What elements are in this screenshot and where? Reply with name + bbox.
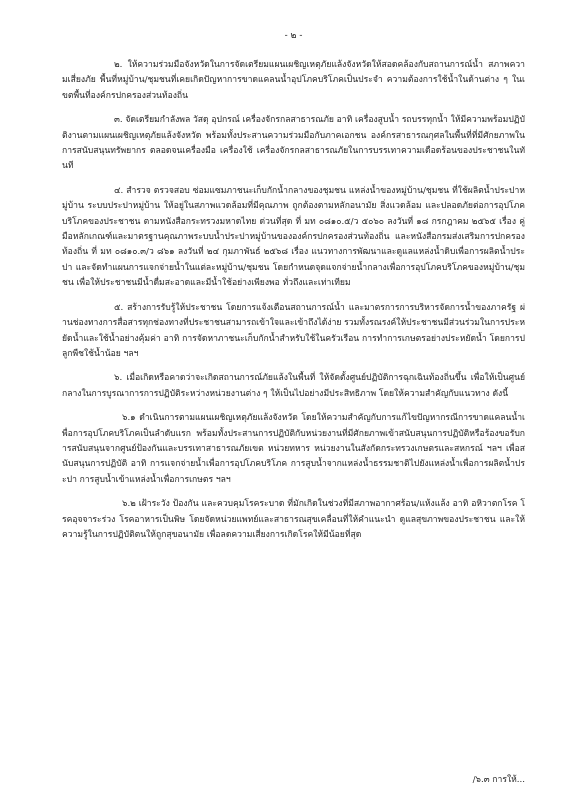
paragraph-6: ๖. เมื่อเกิดหรือคาดว่าจะเกิดสถานการณ์ภัยแล้งในพื้นที่ ให้จัดตั้งศูนย์ปฏิบัติการฉุกเฉินท้องถิ่นขึ้น เพื่อให้เป็นศูนย์กลางในการบูรณาการการปฏิบัติระหว่างหน่วยงานต่าง ๆ ให้เป็นไปอย่างมีประสิทธิภาพ โดยให้ความสำคัญกับแนวทาง ดังนี้ <box>62 373 525 399</box>
paragraph-5: ๕. สร้างการรับรู้ให้ประชาชน โดยการแจ้งเตือนสถานการณ์น้ำ และมาตรการการบริหารจัดการน้ำของภาครัฐ ผ่านช่องทางการสื่อสารทุกช่องทางที่ประชาชนสามารถเข้าใจและเข้าถึงได้ง่าย รวมทั้งรณรงค์ให้ประชาชนมีส่วนร่วมในการประหยัดน้ำและใช้น้ำอย่างคุ้มค่า อาทิ การจัดหาภาชนะเก็บกักน้ำสำหรับใช้ในครัวเรือน การทำการเกษตรอย่างประหยัดน้ำ โดยการปลูกพืชใช้น้ำน้อย ฯลฯ <box>62 302 525 359</box>
sub-paragraph-6-2: ๖.๒ เฝ้าระวัง ป้องกัน และควบคุมโรคระบาด ที่มักเกิดในช่วงที่มีสภาพอากาศร้อน/แห้งแล้ง อาทิ อหิวาตกโรค โรคอุจจาระร่วง โรคอาหารเป็นพิษ โดยจัดหน่วยแพทย์และสาธารณสุขเคลื่อนที่ให้คำแนะนำ ดูแลสุขภาพของประชาชน และให้ความรู้ในการปฏิบัติตนให้ถูกสุขอนามัย เพื่อลดความเสี่ยงการเกิดโรคให้มีน้อยที่สุด <box>62 499 525 540</box>
continuation-note: /๖.๓ การให้... <box>472 775 525 785</box>
paragraph-3: ๓. จัดเตรียมกำลังพล วัสดุ อุปกรณ์ เครื่องจักรกลสาธารณภัย อาทิ เครื่องสูบน้ำ รถบรรทุกน้ำ ให้มีความพร้อมปฏิบัติงานตามแผนเผชิญเหตุภัยแล้งจังหวัด พร้อมทั้งประสานความร่วมมือกับภาคเอกชน องค์กรสาธารณกุศลในพื้นที่ที่มีศักยภาพในการสนับสนุนทรัพยากร ตลอดจนเครื่องมือ เครื่องใช้ เครื่องจักรกลสาธารณภัยในการบรรเทาความเดือดร้อนของประชาชนในทันที <box>62 115 525 172</box>
page-number: - ๒ - <box>284 31 303 41</box>
paragraph-4: ๔. สำรวจ ตรวจสอบ ซ่อมแซมภาชนะเก็บกักน้ำกลางของชุมชน แหล่งน้ำของหมู่บ้าน/ชุมชน ที่ใช้ผลิตน้ำประปาหมู่บ้าน ระบบประปาหมู่บ้าน ให้อยู่ในสภาพแวดล้อมที่มีคุณภาพ ถูกต้องตามหลักอนามัย สิ่งแวดล้อม และปลอดภัยต่อการอุปโภคบริโภคของประชาชน ตามหนังสือกระทรวงมหาดไทย ด่วนที่สุด ที่ มท ๐๘๑๐.๕/ว ๕๐๖๐ ลงวันที่ ๑๘ กรกฎาคม ๒๕๖๕ เรื่อง คู่มือหลักเกณฑ์และมาตรฐานคุณภาพระบบน้ำประปาหมู่บ้านขององค์กรปกครองส่วนท้องถิ่น และหนังสือกรมส่งเสริมการปกครองท้องถิ่น ที่ มท ๐๘๑๐.๓/ว ๘๖๑ ลงวันที่ ๒๔ กุมภาพันธ์ ๒๕๖๘ เรื่อง แนวทางการพัฒนาและดูแลแหล่งน้ำดิบเพื่อการผลิตน้ำประปา และจัดทำแผนการแจกจ่ายน้ำในแต่ละหมู่บ้าน/ชุมชน โดยกำหนดจุดแจกจ่ายน้ำกลางเพื่อการอุปโภคบริโภคของหมู่บ้าน/ชุมชน เพื่อให้ประชาชนมีน้ำดื่มสะอาดและมีน้ำใช้อย่างเพียงพอ ทั่วถึงและเท่าเทียม <box>62 185 525 289</box>
paragraph-2: ๒. ให้ความร่วมมือจังหวัดในการจัดเตรียมแผนเผชิญเหตุภัยแล้งจังหวัดให้สอดคล้องกับสถานการณ์น้ำ สภาพความเสี่ยงภัย พื้นที่หมู่บ้าน/ชุมชนที่เคยเกิดปัญหาการขาดแคลนน้ำอุปโภคบริโภคเป็นประจำ ความต้องการใช้น้ำในด้านต่าง ๆ ในเขตพื้นที่องค์กรปกครองส่วนท้องถิ่น <box>62 60 525 101</box>
sub-paragraph-6-1: ๖.๑ ดำเนินการตามแผนเผชิญเหตุภัยแล้งจังหวัด โดยให้ความสำคัญกับการแก้ไขปัญหากรณีการขาดแคลนน้ำเพื่อการอุปโภคบริโภคเป็นลำดับแรก พร้อมทั้งประสานการปฏิบัติกับหน่วยงานที่มีศักยภาพเข้าสนับสนุนการปฏิบัติหรือร้องขอรับการสนับสนุนจากศูนย์ป้องกันและบรรเทาสาธารณภัยเขต หน่วยทหาร หน่วยงานในสังกัดกระทรวงเกษตรและสหกรณ์ ฯลฯ เพื่อสนับสนุนการปฏิบัติ อาทิ การแจกจ่ายน้ำเพื่อการอุปโภคบริโภค การสูบน้ำจากแหล่งน้ำธรรมชาติไปยังแหล่งน้ำเพื่อการผลิตน้ำประปา การสูบน้ำเข้าแหล่งน้ำเพื่อการเกษตร ฯลฯ <box>62 413 525 485</box>
